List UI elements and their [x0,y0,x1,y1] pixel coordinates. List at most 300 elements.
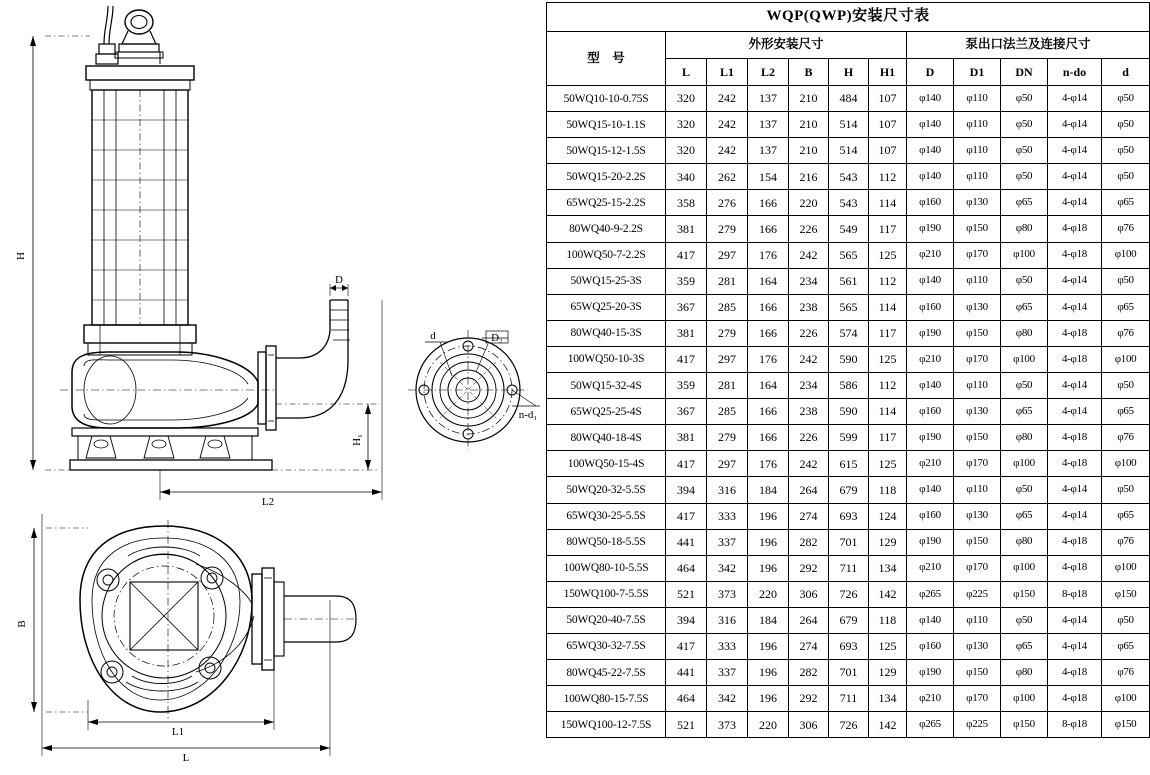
cell-H: 586 [829,373,869,399]
cell-D: φ210 [907,555,954,581]
cell-DN: φ80 [1001,660,1048,686]
cell-D1: φ110 [954,477,1001,503]
cell-DN: φ65 [1001,633,1048,659]
cell-DN: φ65 [1001,294,1048,320]
cell-L: 464 [666,686,707,712]
cell-L: 441 [666,529,707,555]
cell-B: 210 [789,138,829,164]
cell-H: 514 [829,138,869,164]
cell-model: 50WQ15-12-1.5S [547,138,666,164]
cell-d: φ65 [1102,294,1150,320]
cell-L: 381 [666,425,707,451]
cell-D: φ190 [907,660,954,686]
cell-D: φ210 [907,346,954,372]
cell-B: 274 [789,633,829,659]
table-row [547,86,1150,112]
cell-n-do: 4-φ14 [1048,477,1102,503]
cell-B: 226 [789,425,829,451]
cell-d: φ50 [1102,112,1150,138]
cell-L2: 176 [748,451,789,477]
cell-H: 574 [829,320,869,346]
cell-H: 561 [829,268,869,294]
cell-DN: φ80 [1001,216,1048,242]
cell-D1: φ150 [954,216,1001,242]
cell-L2: 176 [748,346,789,372]
cell-DN: φ100 [1001,555,1048,581]
cell-model: 80WQ40-9-2.2S [547,216,666,242]
table-body [547,86,1150,738]
cell-model: 100WQ80-10-5.5S [547,555,666,581]
cell-B: 306 [789,712,829,738]
cell-H: 599 [829,425,869,451]
cell-DN: φ100 [1001,242,1048,268]
cell-D1: φ130 [954,503,1001,529]
cell-L: 320 [666,112,707,138]
cell-H1: 114 [869,190,907,216]
cell-H: 590 [829,346,869,372]
col-L2: L2 [748,59,789,86]
cell-D1: φ130 [954,190,1001,216]
cell-L2: 166 [748,399,789,425]
table-row [547,216,1150,242]
cell-n-do: 8-φ18 [1048,581,1102,607]
cell-DN: φ65 [1001,503,1048,529]
cell-D: φ190 [907,529,954,555]
cell-L1: 281 [707,268,748,294]
cell-D: φ160 [907,503,954,529]
cell-d: φ76 [1102,425,1150,451]
cell-H: 693 [829,503,869,529]
cell-L: 320 [666,86,707,112]
cell-model: 150WQ100-7-5.5S [547,581,666,607]
cell-n-do: 4-φ18 [1048,320,1102,346]
cell-H1: 112 [869,164,907,190]
cell-d: φ76 [1102,660,1150,686]
cell-H1: 112 [869,268,907,294]
cell-H: 679 [829,607,869,633]
cell-L: 359 [666,268,707,294]
cell-B: 306 [789,581,829,607]
cell-D1: φ110 [954,373,1001,399]
cell-B: 226 [789,320,829,346]
cell-n-do: 4-φ14 [1048,399,1102,425]
cell-H1: 125 [869,346,907,372]
cell-L: 441 [666,660,707,686]
cell-L1: 333 [707,503,748,529]
cell-B: 264 [789,607,829,633]
cell-B: 238 [789,294,829,320]
cell-D: φ140 [907,477,954,503]
cell-H1: 142 [869,712,907,738]
cell-d: φ76 [1102,320,1150,346]
cell-H: 726 [829,712,869,738]
cell-DN: φ65 [1001,399,1048,425]
table-row [547,555,1150,581]
cell-H1: 125 [869,242,907,268]
cell-D: φ140 [907,86,954,112]
cell-d: φ65 [1102,633,1150,659]
cell-L: 381 [666,216,707,242]
cell-d: φ150 [1102,712,1150,738]
cell-L: 417 [666,242,707,268]
cell-n-do: 4-φ18 [1048,425,1102,451]
cell-n-do: 4-φ18 [1048,555,1102,581]
dim-label-ndo: n-d₁ [518,409,538,421]
cell-L1: 342 [707,555,748,581]
cell-H1: 117 [869,216,907,242]
cell-H: 565 [829,294,869,320]
cell-DN: φ50 [1001,164,1048,190]
cell-d: φ50 [1102,86,1150,112]
cell-d: φ50 [1102,607,1150,633]
cell-L2: 154 [748,164,789,190]
cell-L: 367 [666,294,707,320]
cell-H: 711 [829,555,869,581]
dim-label-H1: H₁ [351,434,363,446]
cell-L2: 196 [748,686,789,712]
cell-model: 50WQ15-20-2.2S [547,164,666,190]
cell-n-do: 4-φ18 [1048,529,1102,555]
cell-L1: 333 [707,633,748,659]
cell-L1: 297 [707,451,748,477]
dim-label-H: H [15,252,27,260]
cell-n-do: 4-φ14 [1048,633,1102,659]
cell-L: 340 [666,164,707,190]
cell-D1: φ130 [954,633,1001,659]
cell-n-do: 4-φ14 [1048,503,1102,529]
cell-H: 726 [829,581,869,607]
cell-d: φ76 [1102,529,1150,555]
col-L: L [666,59,707,86]
col-H1: H1 [869,59,907,86]
cell-DN: φ50 [1001,112,1048,138]
cell-d: φ65 [1102,399,1150,425]
cell-H1: 118 [869,477,907,503]
cell-H: 549 [829,216,869,242]
table-row [547,190,1150,216]
cell-D1: φ150 [954,660,1001,686]
cell-model: 65WQ25-25-4S [547,399,666,425]
cell-H1: 124 [869,503,907,529]
cell-model: 100WQ80-15-7.5S [547,686,666,712]
cell-L: 394 [666,607,707,633]
cell-model: 80WQ45-22-7.5S [547,660,666,686]
cell-DN: φ150 [1001,712,1048,738]
cell-d: φ50 [1102,477,1150,503]
table-row [547,712,1150,738]
cell-model: 65WQ25-15-2.2S [547,190,666,216]
cell-L1: 281 [707,373,748,399]
table-title-row [547,3,1150,32]
cell-d: φ50 [1102,373,1150,399]
cell-H: 711 [829,686,869,712]
cell-L1: 285 [707,294,748,320]
cell-model: 65WQ30-25-5.5S [547,503,666,529]
cell-L: 417 [666,503,707,529]
dim-label-D: D [335,274,343,286]
cell-L1: 262 [707,164,748,190]
cell-L2: 196 [748,503,789,529]
cell-B: 242 [789,451,829,477]
cell-H1: 125 [869,633,907,659]
cell-n-do: 4-φ14 [1048,607,1102,633]
cell-L1: 316 [707,607,748,633]
cell-L2: 164 [748,268,789,294]
cell-model: 50WQ20-32-5.5S [547,477,666,503]
table-row [547,242,1150,268]
col-D1: D1 [954,59,1001,86]
cell-d: φ50 [1102,164,1150,190]
cell-B: 242 [789,242,829,268]
header-model: 型 号 [547,32,666,86]
cell-DN: φ100 [1001,686,1048,712]
cell-B: 264 [789,477,829,503]
cell-model: 50WQ15-10-1.1S [547,112,666,138]
cell-D: φ160 [907,399,954,425]
cell-d: φ100 [1102,451,1150,477]
cell-d: φ100 [1102,686,1150,712]
table-row [547,607,1150,633]
header-flange-dims: 泵出口法兰及连接尺寸 [907,32,1150,59]
cell-L1: 279 [707,425,748,451]
cell-B: 234 [789,268,829,294]
cell-D: φ140 [907,112,954,138]
cell-L: 358 [666,190,707,216]
cell-D1: φ150 [954,529,1001,555]
table-row [547,346,1150,372]
cell-H1: 114 [869,399,907,425]
cell-H1: 129 [869,660,907,686]
cell-D: φ190 [907,216,954,242]
cell-H: 590 [829,399,869,425]
table-row [547,686,1150,712]
cell-DN: φ50 [1001,138,1048,164]
cell-D: φ210 [907,451,954,477]
dim-label-d: d [430,330,436,342]
col-n-do: n-do [1048,59,1102,86]
cell-L1: 242 [707,86,748,112]
table-row [547,112,1150,138]
table-row [547,451,1150,477]
col-D: D [907,59,954,86]
cell-L1: 297 [707,346,748,372]
cell-H1: 107 [869,86,907,112]
col-DN: DN [1001,59,1048,86]
cell-H1: 125 [869,451,907,477]
cell-D1: φ150 [954,320,1001,346]
cell-D: φ140 [907,373,954,399]
cell-D: φ210 [907,686,954,712]
header-outline-dims: 外形安装尺寸 [666,32,907,59]
cell-D1: φ150 [954,425,1001,451]
cell-L2: 196 [748,529,789,555]
cell-B: 274 [789,503,829,529]
cell-L2: 196 [748,633,789,659]
cell-model: 150WQ100-12-7.5S [547,712,666,738]
cell-DN: φ150 [1001,581,1048,607]
cell-D1: φ170 [954,346,1001,372]
table-row [547,138,1150,164]
cell-D: φ160 [907,190,954,216]
cell-n-do: 4-φ14 [1048,164,1102,190]
table-row [547,581,1150,607]
cell-L: 417 [666,633,707,659]
cell-L2: 184 [748,607,789,633]
cell-model: 100WQ50-10-3S [547,346,666,372]
cell-L2: 220 [748,712,789,738]
cell-L1: 285 [707,399,748,425]
col-H: H [829,59,869,86]
cell-L2: 137 [748,86,789,112]
cell-L2: 166 [748,190,789,216]
dim-label-L1: L1 [171,726,185,738]
cell-B: 292 [789,686,829,712]
cell-L1: 337 [707,660,748,686]
table-row [547,268,1150,294]
cell-L: 521 [666,712,707,738]
cell-n-do: 4-φ18 [1048,660,1102,686]
cell-L2: 166 [748,320,789,346]
spec-table-container [546,2,1137,773]
cell-H1: 134 [869,555,907,581]
cell-L1: 337 [707,529,748,555]
table-row [547,294,1150,320]
cell-H: 701 [829,529,869,555]
cell-D1: φ130 [954,294,1001,320]
cell-L2: 220 [748,581,789,607]
table-group-header-row [547,32,1150,59]
cell-n-do: 4-φ14 [1048,294,1102,320]
cell-D1: φ110 [954,164,1001,190]
cell-H: 679 [829,477,869,503]
cell-DN: φ80 [1001,529,1048,555]
cell-DN: φ100 [1001,451,1048,477]
cell-n-do: 4-φ18 [1048,451,1102,477]
cell-DN: φ50 [1001,86,1048,112]
table-row [547,320,1150,346]
cell-L1: 276 [707,190,748,216]
cell-DN: φ50 [1001,373,1048,399]
cell-n-do: 4-φ18 [1048,686,1102,712]
cell-B: 238 [789,399,829,425]
table-row [547,529,1150,555]
cell-d: φ50 [1102,268,1150,294]
cell-L: 394 [666,477,707,503]
cell-model: 80WQ40-15-3S [547,320,666,346]
cell-D1: φ110 [954,112,1001,138]
cell-H1: 112 [869,373,907,399]
cell-L2: 166 [748,425,789,451]
cell-H: 514 [829,112,869,138]
spec-table [546,2,1150,738]
cell-H1: 142 [869,581,907,607]
cell-H: 615 [829,451,869,477]
cell-d: φ76 [1102,216,1150,242]
cell-D: φ160 [907,294,954,320]
cell-L2: 166 [748,294,789,320]
cell-H: 543 [829,190,869,216]
cell-B: 210 [789,86,829,112]
dim-label-L2: L2 [261,496,275,508]
cell-B: 210 [789,112,829,138]
cell-L2: 166 [748,216,789,242]
cell-D1: φ110 [954,138,1001,164]
cell-n-do: 8-φ18 [1048,712,1102,738]
cell-D1: φ110 [954,86,1001,112]
cell-DN: φ50 [1001,477,1048,503]
cell-D1: φ110 [954,268,1001,294]
cell-B: 226 [789,216,829,242]
cell-n-do: 4-φ14 [1048,86,1102,112]
cell-D: φ140 [907,268,954,294]
cell-H1: 107 [869,138,907,164]
cell-D: φ190 [907,320,954,346]
cell-d: φ65 [1102,503,1150,529]
cell-H1: 107 [869,112,907,138]
cell-D: φ140 [907,607,954,633]
cell-n-do: 4-φ14 [1048,190,1102,216]
cell-model: 65WQ25-20-3S [547,294,666,320]
cell-DN: φ80 [1001,425,1048,451]
cell-d: φ150 [1102,581,1150,607]
cell-d: φ50 [1102,138,1150,164]
cell-H1: 134 [869,686,907,712]
dim-label-D2: D₂ [491,332,503,344]
cell-L: 417 [666,346,707,372]
table-row [547,164,1150,190]
cell-L1: 279 [707,216,748,242]
cell-D1: φ225 [954,581,1001,607]
cell-D: φ140 [907,164,954,190]
cell-L1: 373 [707,712,748,738]
cell-D: φ265 [907,581,954,607]
table-row [547,425,1150,451]
cell-model: 100WQ50-7-2.2S [547,242,666,268]
cell-B: 282 [789,660,829,686]
cell-model: 80WQ50-18-5.5S [547,529,666,555]
cell-L: 417 [666,451,707,477]
cell-H1: 129 [869,529,907,555]
cell-L2: 196 [748,555,789,581]
cell-D1: φ130 [954,399,1001,425]
cell-B: 234 [789,373,829,399]
cell-B: 216 [789,164,829,190]
cell-B: 220 [789,190,829,216]
cell-model: 100WQ50-15-4S [547,451,666,477]
cell-L: 464 [666,555,707,581]
cell-D: φ140 [907,138,954,164]
dim-label-B: B [16,620,28,628]
cell-n-do: 4-φ14 [1048,373,1102,399]
cell-L2: 137 [748,138,789,164]
cell-d: φ100 [1102,346,1150,372]
cell-L: 521 [666,581,707,607]
cell-n-do: 4-φ18 [1048,216,1102,242]
cell-L2: 196 [748,660,789,686]
cell-H1: 117 [869,425,907,451]
cell-D1: φ110 [954,607,1001,633]
cell-D1: φ225 [954,712,1001,738]
cell-B: 242 [789,346,829,372]
cell-D1: φ170 [954,686,1001,712]
cell-L2: 137 [748,112,789,138]
table-row [547,503,1150,529]
cell-n-do: 4-φ14 [1048,268,1102,294]
cell-model: 65WQ30-32-7.5S [547,633,666,659]
cell-DN: φ80 [1001,320,1048,346]
dim-label-L: L [182,752,190,764]
table-row [547,399,1150,425]
